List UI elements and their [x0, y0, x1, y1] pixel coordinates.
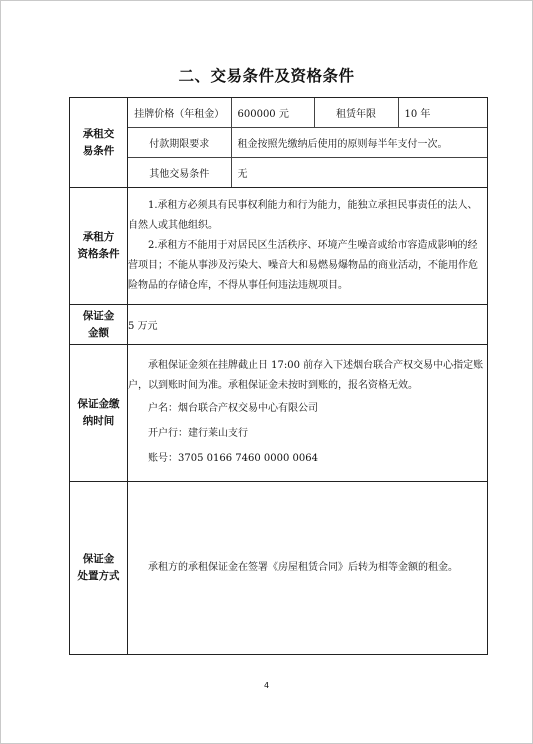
label-line: 承租交: [82, 127, 115, 140]
deposit-disposal-row: [70, 482, 488, 655]
label-line: 处置方式: [77, 570, 120, 582]
listing-price-value: 600000 元: [231, 98, 314, 128]
other-conditions-value: 无: [231, 158, 488, 188]
payment-term-label: 付款期限要求: [128, 128, 231, 158]
deposit-payment-label: [70, 345, 128, 482]
account-number: 账号：3705 0166 7460 0000 0064: [148, 452, 318, 464]
deposit-disposal-value: 承租方的承租保证金在签署《房屋租赁合同》后转为相等金额的租金。: [148, 562, 458, 573]
trading-conditions-subtable: [128, 98, 488, 187]
label-line: 易条件: [82, 144, 115, 157]
deposit-disposal-label: [70, 482, 128, 655]
trading-conditions-row: [70, 98, 488, 188]
page-number: 4: [263, 681, 270, 690]
other-conditions-label: 其他交易条件: [128, 158, 231, 188]
label-line: 纳时间: [82, 415, 115, 427]
payment-term-value: 租金按照先缴纳后使用的原则每半年支付一次。: [231, 128, 488, 158]
deposit-amount-label: [70, 305, 128, 345]
qualification-label: [70, 188, 128, 305]
qualification-item: 1.承租方必须具有民事权利能力和行为能力，能独立承担民事责任的法人、自然人或其他组织。: [128, 200, 478, 231]
qualification-item: 2.承租方不能用于对居民区生活秩序、环境产生噪音或给市容造成影响的经营项目；不能从事涉及污染大、噪音大和易燃易爆物品的商业活动，不能用作危险物品的存储仓库，不得从事任何违法违规项目。: [128, 240, 478, 291]
deposit-payment-note: 承租保证金须在挂牌截止日 17:00 前存入下述烟台联合产权交易中心指定账户，以到账时间为准。承租保证金未按时到账的，报名资格无效。: [128, 359, 484, 391]
label-line: 资格条件: [77, 248, 120, 260]
label-line: 承租方: [82, 231, 115, 243]
trading-conditions-label: [70, 98, 128, 188]
lease-term-label: 租赁年限: [314, 98, 398, 128]
section-title: 二、交易条件及资格条件: [178, 67, 355, 85]
label-line: 保证金: [82, 309, 115, 322]
label-line: 金额: [88, 326, 109, 339]
lease-term-value: 10 年: [398, 98, 488, 128]
label-line: 保证金缴: [77, 398, 120, 410]
bank-name: 开户行：建行莱山支行: [148, 427, 248, 439]
deposit-amount-row: [70, 305, 488, 345]
conditions-table: [69, 97, 488, 655]
account-name: 户名：烟台联合产权交易中心有限公司: [148, 402, 318, 414]
label-line: 保证金: [82, 553, 115, 565]
deposit-payment-row: [70, 345, 488, 482]
listing-price-label: 挂牌价格（年租金）: [128, 98, 231, 128]
qualification-row: [70, 188, 488, 305]
deposit-amount-value: 5 万元: [128, 305, 488, 345]
